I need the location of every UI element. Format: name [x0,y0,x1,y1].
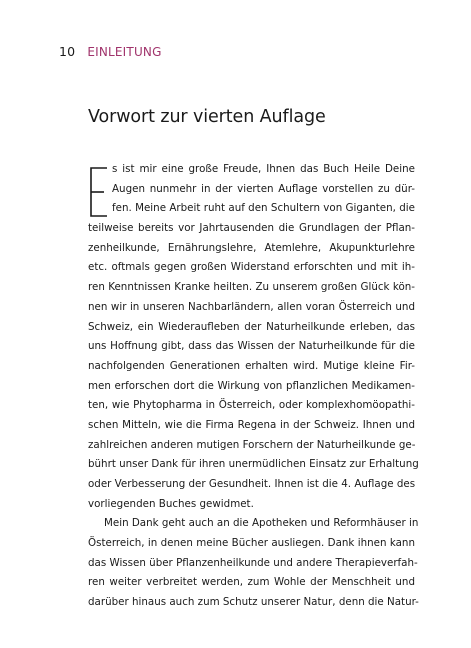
text-line: nachfolgenden Generationen erhalten wird. Mutige kleine Fir- [88,359,415,372]
text-line: etc. oftmals gegen großen Widerstand erforschten und mit ih- [88,261,415,274]
text-line: nen wir in unseren Nachbarländern, allen voran Österreich und [88,300,415,313]
paragraph-1 [88,160,419,514]
text-line: ten, wie Phytopharma in Österreich, oder komplexhomöopathi- [88,399,415,412]
text-line: uns Hoffnung gibt, dass das Wissen der Naturheilkunde für die [88,340,415,353]
body-text [88,160,419,613]
text-line: Mein Dank geht auch an die Apotheken und Reformhäuser in [104,517,419,530]
chapter-title: Vorwort zur vierten Auflage [88,107,326,127]
paragraph-2 [88,514,419,612]
running-header [59,44,162,59]
text-line: s ist mir eine große Freude, Ihnen das Buch Heile Deine [112,163,415,175]
text-line: Schweiz, ein Wiederaufleben der Naturheilkunde erleben, das [88,320,415,333]
text-line: darüber hinaus auch zum Schutz unserer Natur, denn die Natur- [88,596,419,609]
text-line: zenheilkunde, Ernährungslehre, Atemlehre, Akupunkturlehre [88,241,415,254]
text-line: vorliegenden Buches gewidmet. [88,497,254,510]
text-line: men erforschen dort die Wirkung von pflanzlichen Medikamen- [88,379,415,392]
text-line: das Wissen über Pflanzenheilkunde und andere Therapieverfah- [88,556,418,569]
text-line: schen Mitteln, wie die Firma Regena in der Schweiz. Ihnen und [88,418,415,431]
text-line: zahlreichen anderen mutigen Forschern der Naturheilkunde ge- [88,438,416,451]
text-line: Österreich, in denen meine Bücher ausliegen. Dank ihnen kann [88,537,415,550]
text-line: teilweise bereits vor Jahrtausenden die Grundlagen der Pflan- [88,222,415,235]
text-line: oder Verbesserung der Gesundheit. Ihnen ist die 4. Auflage des [88,478,416,490]
dropcap-letter-e [88,166,110,218]
text-line: ren Kenntnissen Kranke heilten. Zu unserem großen Glück kön- [88,281,415,294]
text-line: bührt unser Dank für ihren unermüdlichen Einsatz zur Erhaltung [88,458,419,471]
page-number: 10 [59,44,76,59]
section-name: EINLEITUNG [87,45,162,59]
text-line: ren weiter verbreitet werden, zum Wohle der Menschheit und [88,576,415,589]
text-line: fen. Meine Arbeit ruht auf den Schultern von Giganten, die [112,202,415,215]
text-line: Augen nunmehr in der vierten Auflage vorstellen zu dür- [112,182,415,195]
